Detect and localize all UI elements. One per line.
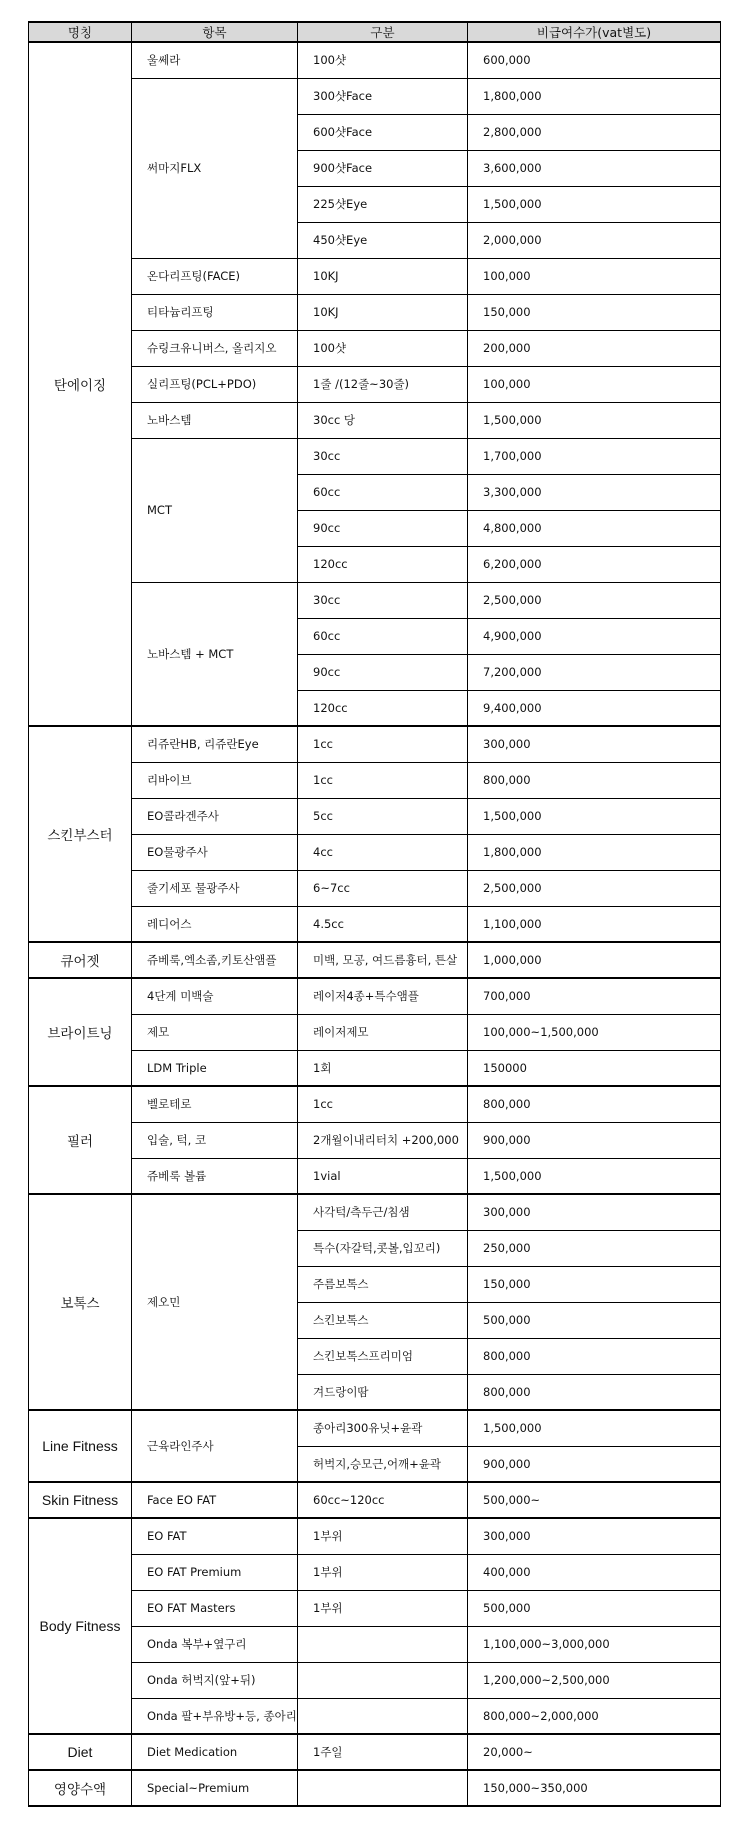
- table-row: [29, 438, 721, 474]
- table-row: [29, 1158, 721, 1194]
- item-spec: 2개월이내리터치 +200,000: [298, 1122, 468, 1158]
- item-price: 800,000: [468, 1086, 721, 1122]
- item-price: 100,000: [468, 366, 721, 402]
- category-name: Diet: [29, 1734, 132, 1770]
- item-name: Onda 팔+부유방+등, 종아리: [132, 1698, 298, 1734]
- item-price: 150000: [468, 1050, 721, 1086]
- item-price: 1,500,000: [468, 1410, 721, 1446]
- item-spec: 허벅지,승모근,어깨+윤곽: [298, 1446, 468, 1482]
- item-spec: 스킨보톡스: [298, 1302, 468, 1338]
- item-name: 실리프팅(PCL+PDO): [132, 366, 298, 402]
- category-group: [29, 942, 721, 978]
- item-spec: 225샷Eye: [298, 186, 468, 222]
- item-name: 리바이브: [132, 762, 298, 798]
- header-spec: 구분: [298, 22, 468, 42]
- table-row: [29, 258, 721, 294]
- item-name: 근육라인주사: [132, 1410, 298, 1482]
- item-price: 150,000: [468, 1266, 721, 1302]
- table-row: [29, 1518, 721, 1554]
- item-name: 줄기세포 물광주사: [132, 870, 298, 906]
- header-item: 항목: [132, 22, 298, 42]
- item-price: 200,000: [468, 330, 721, 366]
- item-price: 900,000: [468, 1122, 721, 1158]
- category-name: 보톡스: [29, 1194, 132, 1410]
- item-price: 300,000: [468, 726, 721, 762]
- item-name: 제오민: [132, 1194, 298, 1410]
- table-row: [29, 870, 721, 906]
- item-name: 벨로테로: [132, 1086, 298, 1122]
- item-spec: 5cc: [298, 798, 468, 834]
- item-spec: 100샷: [298, 42, 468, 78]
- item-price: 2,800,000: [468, 114, 721, 150]
- category-name: 탄에이징: [29, 42, 132, 726]
- item-price: 1,500,000: [468, 186, 721, 222]
- item-price: 3,300,000: [468, 474, 721, 510]
- table-row: [29, 1590, 721, 1626]
- item-price: 4,900,000: [468, 618, 721, 654]
- item-name: LDM Triple: [132, 1050, 298, 1086]
- item-price: 500,000: [468, 1590, 721, 1626]
- item-price: 300,000: [468, 1194, 721, 1230]
- item-spec: 30cc: [298, 438, 468, 474]
- item-name: 노바스템: [132, 402, 298, 438]
- item-spec: 60cc: [298, 474, 468, 510]
- item-spec: 300샷Face: [298, 78, 468, 114]
- item-spec: 종아리300유닛+윤곽: [298, 1410, 468, 1446]
- item-name: Special~Premium: [132, 1770, 298, 1806]
- table-row: [29, 1050, 721, 1086]
- item-spec: 60cc: [298, 618, 468, 654]
- table-row: [29, 1410, 721, 1446]
- table-row: [29, 1770, 721, 1806]
- table-row: [29, 1554, 721, 1590]
- price-table: [28, 21, 721, 1807]
- item-spec: 1cc: [298, 726, 468, 762]
- header-row: [29, 22, 721, 42]
- item-spec: 90cc: [298, 654, 468, 690]
- item-name: 리쥬란HB, 리쥬란Eye: [132, 726, 298, 762]
- item-price: 400,000: [468, 1554, 721, 1590]
- item-price: 150,000: [468, 294, 721, 330]
- item-price: 20,000~: [468, 1734, 721, 1770]
- item-spec: 120cc: [298, 546, 468, 582]
- item-name: 티타늄리프팅: [132, 294, 298, 330]
- table-row: [29, 1662, 721, 1698]
- table-row: [29, 1626, 721, 1662]
- item-price: 1,100,000~3,000,000: [468, 1626, 721, 1662]
- category-group: [29, 1194, 721, 1410]
- item-price: 7,200,000: [468, 654, 721, 690]
- item-spec: 1주일: [298, 1734, 468, 1770]
- item-price: 3,600,000: [468, 150, 721, 186]
- category-name: 큐어젯: [29, 942, 132, 978]
- table-row: [29, 978, 721, 1014]
- item-price: 500,000~: [468, 1482, 721, 1518]
- item-spec: 600샷Face: [298, 114, 468, 150]
- item-spec: 900샷Face: [298, 150, 468, 186]
- table-row: [29, 906, 721, 942]
- category-name: 스킨부스터: [29, 726, 132, 942]
- item-spec: 레이저4종+특수앰플: [298, 978, 468, 1014]
- item-price: 150,000~350,000: [468, 1770, 721, 1806]
- item-price: 2,500,000: [468, 870, 721, 906]
- item-spec: 60cc~120cc: [298, 1482, 468, 1518]
- table-row: [29, 798, 721, 834]
- item-price: 1,800,000: [468, 78, 721, 114]
- item-name: EO콜라겐주사: [132, 798, 298, 834]
- item-price: 800,000~2,000,000: [468, 1698, 721, 1734]
- table-row: [29, 1194, 721, 1230]
- item-name: 레디어스: [132, 906, 298, 942]
- table-row: [29, 726, 721, 762]
- item-spec: 주름보톡스: [298, 1266, 468, 1302]
- category-group: [29, 1482, 721, 1518]
- item-price: 2,000,000: [468, 222, 721, 258]
- item-spec: 100샷: [298, 330, 468, 366]
- category-group: [29, 1086, 721, 1194]
- item-spec: 사각턱/측두근/침샘: [298, 1194, 468, 1230]
- item-name: EO물광주사: [132, 834, 298, 870]
- item-price: 900,000: [468, 1446, 721, 1482]
- item-spec: 1회: [298, 1050, 468, 1086]
- item-name: Face EO FAT: [132, 1482, 298, 1518]
- item-name: 슈링크유니버스, 올리지오: [132, 330, 298, 366]
- category-name: 영양수액: [29, 1770, 132, 1806]
- item-name: 울쎄라: [132, 42, 298, 78]
- item-spec: 1vial: [298, 1158, 468, 1194]
- item-spec: 1부위: [298, 1554, 468, 1590]
- item-spec: 90cc: [298, 510, 468, 546]
- table-row: [29, 330, 721, 366]
- item-price: 600,000: [468, 42, 721, 78]
- category-group: [29, 42, 721, 726]
- item-name: Onda 허벅지(앞+뒤): [132, 1662, 298, 1698]
- item-price: 1,500,000: [468, 1158, 721, 1194]
- category-name: Body Fitness: [29, 1518, 132, 1734]
- item-name: MCT: [132, 438, 298, 582]
- item-name: 노바스템 + MCT: [132, 582, 298, 726]
- item-spec: [298, 1698, 468, 1734]
- item-name: 입술, 턱, 코: [132, 1122, 298, 1158]
- table-row: [29, 1014, 721, 1050]
- table-row: [29, 294, 721, 330]
- item-name: 4단계 미백술: [132, 978, 298, 1014]
- item-spec: 레이저제모: [298, 1014, 468, 1050]
- category-group: [29, 726, 721, 942]
- item-spec: 30cc: [298, 582, 468, 618]
- item-spec: 450샷Eye: [298, 222, 468, 258]
- item-price: 1,500,000: [468, 798, 721, 834]
- item-price: 2,500,000: [468, 582, 721, 618]
- item-spec: [298, 1626, 468, 1662]
- category-group: [29, 1518, 721, 1734]
- item-spec: 120cc: [298, 690, 468, 726]
- table-row: [29, 42, 721, 78]
- item-name: 제모: [132, 1014, 298, 1050]
- item-name: Onda 복부+옆구리: [132, 1626, 298, 1662]
- item-price: 6,200,000: [468, 546, 721, 582]
- item-spec: 1부위: [298, 1590, 468, 1626]
- item-price: 9,400,000: [468, 690, 721, 726]
- category-group: [29, 1734, 721, 1770]
- item-name: Diet Medication: [132, 1734, 298, 1770]
- table-row: [29, 762, 721, 798]
- item-spec: 겨드랑이땀: [298, 1374, 468, 1410]
- item-price: 100,000: [468, 258, 721, 294]
- item-price: 1,800,000: [468, 834, 721, 870]
- item-price: 1,100,000: [468, 906, 721, 942]
- item-price: 1,000,000: [468, 942, 721, 978]
- item-price: 500,000: [468, 1302, 721, 1338]
- item-spec: [298, 1662, 468, 1698]
- item-spec: 4cc: [298, 834, 468, 870]
- item-name: EO FAT Premium: [132, 1554, 298, 1590]
- item-name: 쥬베룩 볼륨: [132, 1158, 298, 1194]
- item-price: 700,000: [468, 978, 721, 1014]
- item-spec: 미백, 모공, 여드름흉터, 튼살: [298, 942, 468, 978]
- item-name: EO FAT Masters: [132, 1590, 298, 1626]
- item-price: 250,000: [468, 1230, 721, 1266]
- table-row: [29, 366, 721, 402]
- item-price: 4,800,000: [468, 510, 721, 546]
- item-spec: 30cc 당: [298, 402, 468, 438]
- category-name: 브라이트닝: [29, 978, 132, 1086]
- item-spec: 6~7cc: [298, 870, 468, 906]
- item-price: 100,000~1,500,000: [468, 1014, 721, 1050]
- item-price: 800,000: [468, 1338, 721, 1374]
- item-spec: 4.5cc: [298, 906, 468, 942]
- category-name: Line Fitness: [29, 1410, 132, 1482]
- item-spec: [298, 1770, 468, 1806]
- item-price: 800,000: [468, 1374, 721, 1410]
- category-name: Skin Fitness: [29, 1482, 132, 1518]
- header-name: 명칭: [29, 22, 132, 42]
- item-spec: 스킨보톡스프리미엄: [298, 1338, 468, 1374]
- item-price: 1,500,000: [468, 402, 721, 438]
- table-row: [29, 1122, 721, 1158]
- category-group: [29, 1410, 721, 1482]
- item-name: 온다리프팅(FACE): [132, 258, 298, 294]
- item-name: 쥬베룩,엑소좀,키토산앰플: [132, 942, 298, 978]
- item-spec: 1줄 /(12줄~30줄): [298, 366, 468, 402]
- table-row: [29, 1086, 721, 1122]
- item-spec: 1cc: [298, 1086, 468, 1122]
- table-row: [29, 1698, 721, 1734]
- item-name: EO FAT: [132, 1518, 298, 1554]
- item-price: 1,200,000~2,500,000: [468, 1662, 721, 1698]
- table-row: [29, 402, 721, 438]
- category-name: 필러: [29, 1086, 132, 1194]
- table-row: [29, 582, 721, 618]
- item-name: 써마지FLX: [132, 78, 298, 258]
- table-row: [29, 942, 721, 978]
- item-spec: 특수(자갈턱,콧볼,입꼬리): [298, 1230, 468, 1266]
- category-group: [29, 1770, 721, 1806]
- item-spec: 10KJ: [298, 294, 468, 330]
- table-row: [29, 1482, 721, 1518]
- table-row: [29, 834, 721, 870]
- item-price: 1,700,000: [468, 438, 721, 474]
- table-row: [29, 1734, 721, 1770]
- item-price: 300,000: [468, 1518, 721, 1554]
- table-header: [29, 22, 721, 42]
- item-spec: 10KJ: [298, 258, 468, 294]
- item-price: 800,000: [468, 762, 721, 798]
- header-price: 비급여수가(vat별도): [468, 22, 721, 42]
- item-spec: 1부위: [298, 1518, 468, 1554]
- item-spec: 1cc: [298, 762, 468, 798]
- table-row: [29, 78, 721, 114]
- category-group: [29, 978, 721, 1086]
